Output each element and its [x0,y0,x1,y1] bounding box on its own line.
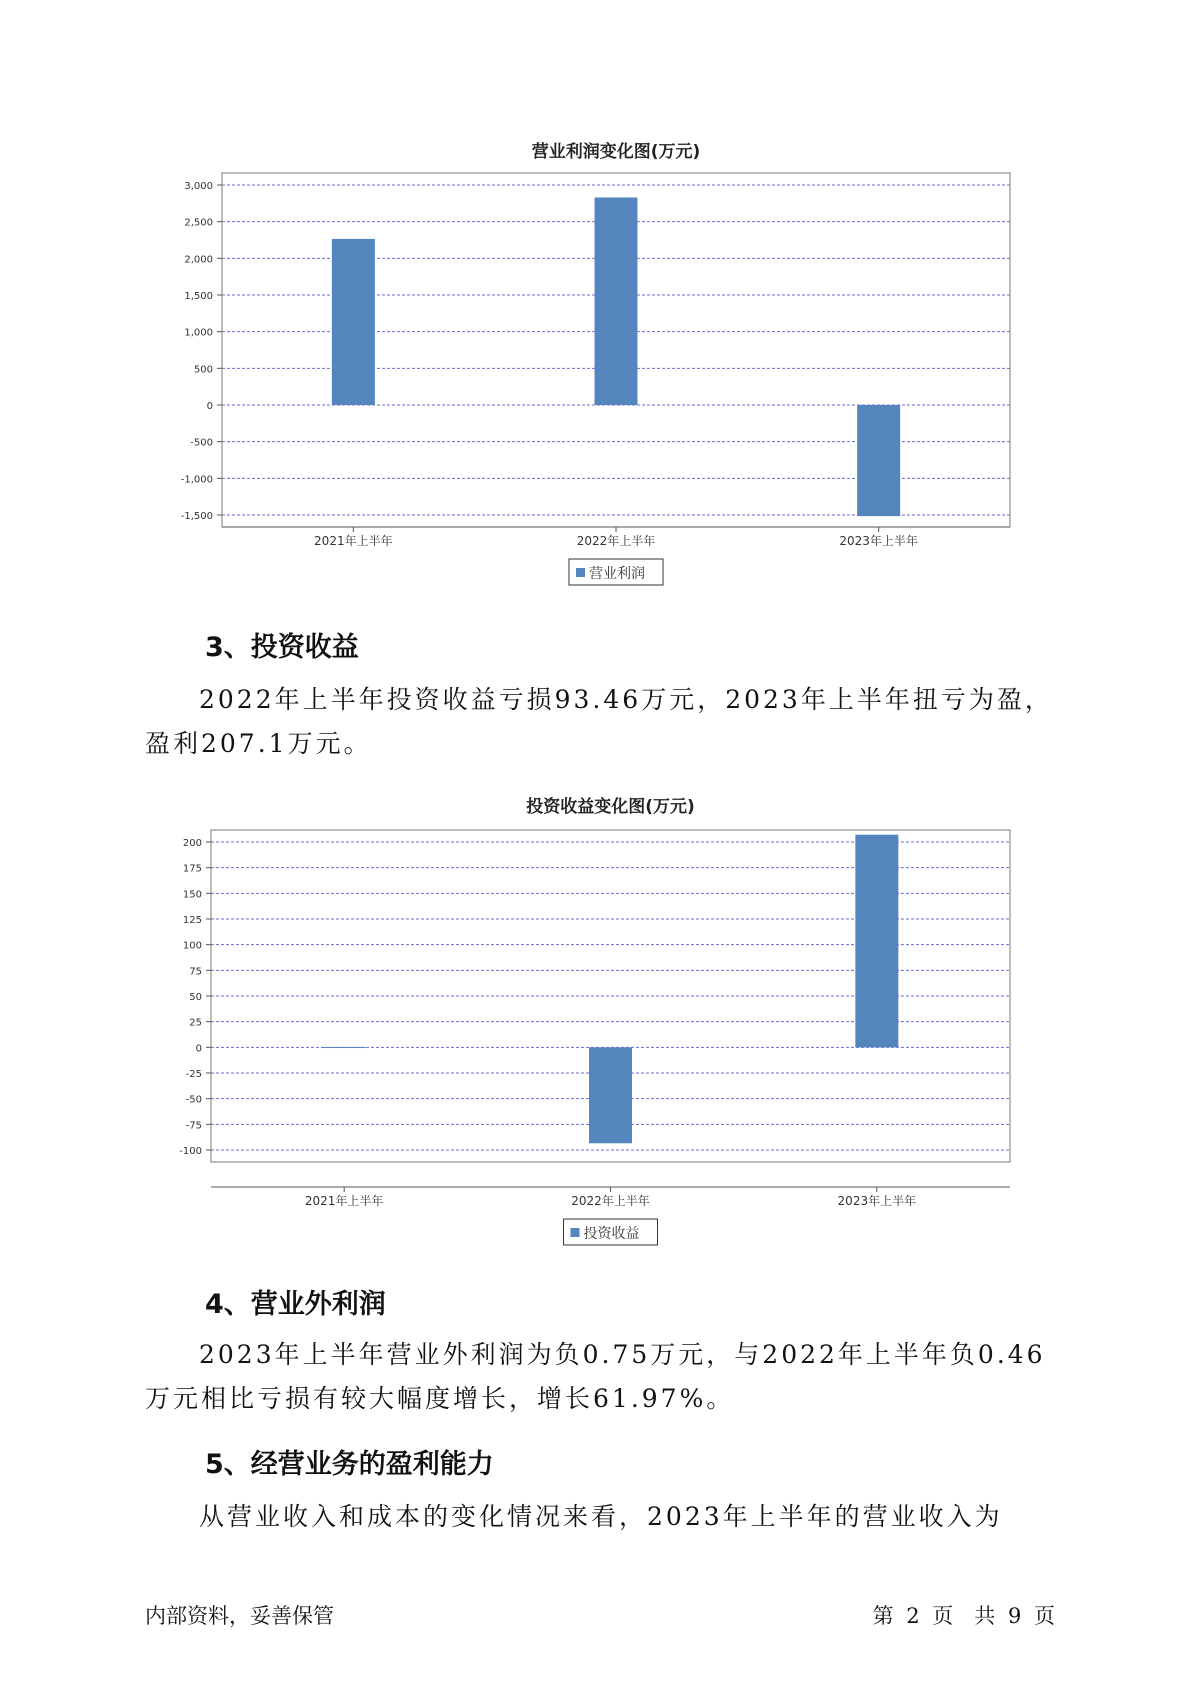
y-tick-label: 500 [193,364,213,376]
y-tick-label: 0 [206,401,213,412]
section-4-heading: 4、营业外利润 [205,1289,386,1320]
y-tick-label: 2,500 [184,217,213,229]
y-tick-label: -1,500 [180,511,213,522]
y-tick-label: 175 [182,863,202,875]
legend [564,1219,658,1245]
footer-page-number: 第 2 页 共 9 页 [872,1604,1055,1628]
bar-2023年上半年 [855,835,898,1048]
x-tick-label: 2023年上半年 [839,534,918,548]
y-tick-label: 150 [182,889,202,901]
x-tick-label: 2023年上半年 [837,1194,917,1208]
legend [569,559,663,585]
x-tick-label: 2022年上半年 [571,1194,650,1208]
footer-confidential-note: 内部资料，妥善保管 [145,1604,334,1628]
operating-profit-chart-svg [0,135,1191,595]
y-tick-label: 3,000 [184,181,213,192]
chart-title: 投资收益变化图(万元) [526,797,695,817]
legend-label: 投资收益 [583,1226,640,1242]
section-5-heading: 5、经营业务的盈利能力 [205,1449,494,1480]
section-4-text: 2023年上半年营业外利润为负0.75万元，与2022年上半年负0.46万元相比亏损有较大幅度增长，增长61.97%。 [145,1340,1046,1413]
y-tick-label: 0 [195,1043,202,1055]
investment-income-chart [0,790,1191,1250]
y-tick-label: -100 [179,1146,202,1157]
operating-profit-chart [0,135,1191,595]
y-tick-label: 25 [189,1017,202,1029]
y-tick-label: -500 [190,437,213,449]
x-tick-label: 2021年上半年 [304,1194,384,1208]
y-tick-label: 1,500 [184,291,213,302]
legend-swatch [576,568,585,577]
y-tick-label: 2,000 [184,254,213,266]
y-tick-label: -75 [185,1120,202,1132]
y-tick-label: 75 [189,966,202,978]
bar-2022年上半年 [595,197,638,405]
y-tick-label: -25 [185,1069,202,1080]
legend-label: 营业利润 [589,566,645,582]
investment-income-chart-svg [0,790,1191,1250]
y-tick-label: 200 [182,838,202,849]
section-3-heading: 3、投资收益 [205,632,359,663]
y-tick-label: -1,000 [180,474,213,486]
x-tick-label: 2022年上半年 [576,534,656,548]
y-tick-label: 125 [182,915,202,926]
y-tick-label: -50 [185,1094,202,1106]
y-tick-label: 100 [182,940,202,952]
y-tick-label: 50 [189,992,202,1003]
bar-2021年上半年 [332,239,375,405]
bar-2023年上半年 [857,405,900,516]
x-tick-label: 2021年上半年 [314,534,393,548]
y-tick-label: 1,000 [184,327,213,339]
bar-2022年上半年 [589,1047,632,1143]
section-3-text: 2022年上半年投资收益亏损93.46万元，2023年上半年扭亏为盈，盈利207.1万元。 [145,685,1053,758]
bar-2021年上半年 [323,1047,366,1048]
section-5-text: 从营业收入和成本的变化情况来看，2023年上半年的营业收入为 [199,1502,1003,1531]
legend-swatch [571,1228,580,1237]
chart-title: 营业利润变化图(万元) [531,142,701,162]
